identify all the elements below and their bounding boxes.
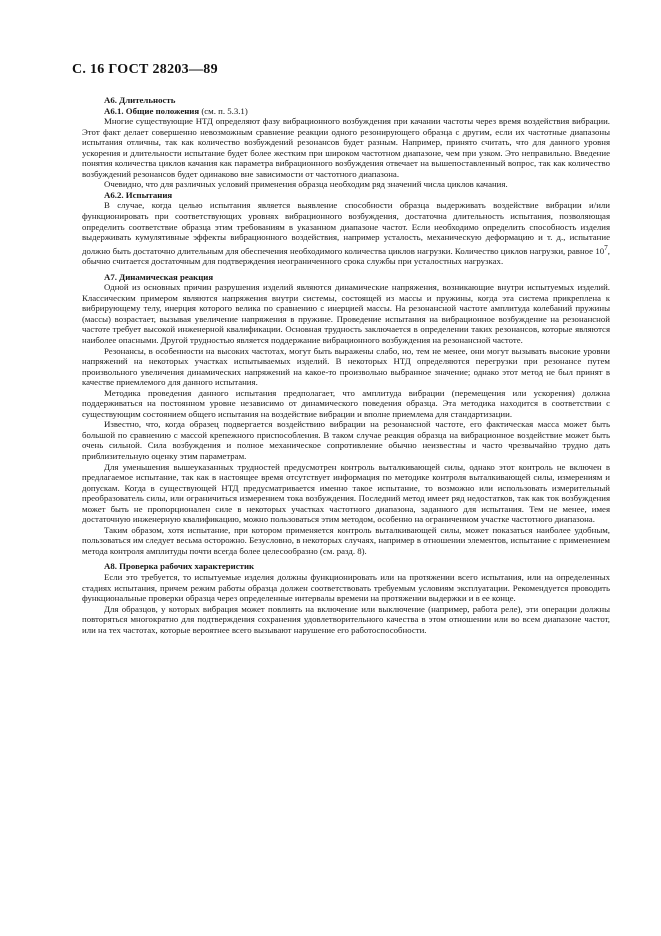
section-a8-title: А8. Проверка рабочих характеристик — [104, 561, 255, 572]
exponent: 7 — [604, 242, 608, 252]
paragraph-text: В случае, когда целью испытания является выявление способности образца выдерживать воздействие вибрации и/или функционировать при соответствующих уровнях вибрационного возбуждения, достаточна длительность испытания, позволяющая определить соответствие образца этим требованиям в указанном диапазоне частот. Если необходимо определить способность изделия выдерживать кумулятивные эффекты вибрационного воздействия, например усталость, механическую деформацию и т. д., испытание должно быть достаточно длительным для обеспечения необходимого количества циклов нагрузки. Количество циклов нагрузки, равное 10 — [82, 200, 610, 256]
section-a6-2-title: А6.2. Испытания — [104, 189, 173, 200]
paragraph: Известно, что, когда образец подвергается воздействию вибрации на резонансной частоте, его фактическая масса может быть большой по сравнению с массой крепежного приспособления. В таком случае реакция образца на вибрационное воздействие может быть очень сильной. Сила возбуждения и полное механическое сопротивление обычно неизвестны и часто чрезвычайно трудно дать приблизительную оценку этим параметрам. — [82, 419, 610, 461]
section-a6-title: А6. Длительность — [104, 95, 176, 105]
paragraph: Одной из основных причин разрушения изделий являются динамические напряжения, возникающие внутри испытуемых изделий. Классическим примером являются напряжения внутри системы, состоящей из массы и пружины, когда эта система прикреплена к вибрирующему телу, инерция которого велика по сравнению с инерцией массы. На резонансной частоте амплитуда колебаний пружины (массы) возрастает, вызывая увеличение напряжения в пружине. Проведение испытания на вибрационное возбуждение на резонансной частоте требует высокой инженерной квалификации. Основная трудность заключается в определении таких резонансов, которые являются наиболее опасными. Другой трудностью является поддержание вибрационного возбуждения на резонансной частоте. — [82, 282, 610, 345]
section-a6-1-title: А6.1. Общие положения — [104, 105, 200, 116]
paragraph: Резонансы, в особенности на высоких частотах, могут быть выражены слабо, но, тем не менее, они могут вызывать высокие уровни напряжений на некоторых участках испытываемых изделий. В некоторых НТД определяются перегрузки при резонансе путем произвольного увеличения динамических напряжений на какое-то произвольно выбранное значение; однако этот метод не был принят в качестве приемлемого для данного испытания. — [82, 345, 610, 388]
paragraph: Для уменьшения вышеуказанных трудностей предусмотрен контроль выталкивающей силы, однако этот контроль не включен в предлагаемое испытание, так как в настоящее время отсутствует информация по методике контроля выталкивающей силы, измерениям и допускам. Когда в существующей НТД предусматривается именно такое испытание, то возможно или использовать измерительный преобразователь силы, или ограничиться измерением тока возбуждения. Последний метод имеет ряд недостатков, так как ток возбуждения может быть не пропорционален силе в некоторых участках частотного диапазона, заданного для испытания. Тем не менее, имея достаточную инженерную квалификацию, можно пользоваться этим методом, особенно на ограниченном участке частотного диапазона. — [82, 461, 610, 525]
section-a6-1-ref: (см. п. 5.3.1) — [199, 105, 248, 116]
paragraph-text: , обычно считается достаточным для подтверждения неограниченного срока службы при усталостных нагрузках. — [82, 245, 610, 267]
paragraph: Методика проведения данного испытания предполагает, что амплитуда вибрации (перемещения или ускорения) должна поддерживаться на постоянном уровне независимо от динамического поведения образца. Эта методика находится в соответствии с существующим состоянием общего испытания на воздействие вибрации и вполне приемлема для стандартизации. — [82, 387, 610, 419]
page-header: С. 16 ГОСТ 28203—89 — [72, 62, 218, 77]
paragraph — [82, 200, 610, 266]
paragraph: Для образцов, у которых вибрация может повлиять на включение или выключение (например, работа реле), эти операции должны повторяться многократно для подтверждения сохранения удовлетворительного качества в этом отношении или во всем диапазоне частот, или на тех частотах, которые вероятнее всего вызывают нарушение его работоспособности. — [82, 603, 610, 635]
document-body — [82, 95, 610, 635]
paragraph: Многие существующие НТД определяют фазу вибрационного возбуждения при качании частоты через время воздействия вибрации. Этот факт делает совершенно невозможным сравнение реакции одного резонирующего образца с другим, если их частотные диапазоны испытания отличны, так как количество возбуждений резонансов будет разным. Например, принято считать, что для данного уровня ускорения и длительности испытание будет более жестким при широком частотном диапазоне, чем при узком. Это неправильно. Введение понятия количества циклов качания как параметра вибрационного возбуждения отвечает на вышепоставленный вопрос, так как количество возбуждений резонансов будет одинаково вне зависимости от частотного диапазона. — [82, 116, 610, 179]
section-a6-1-heading — [82, 106, 610, 117]
paragraph: Если это требуется, то испытуемые изделия должны функционировать или на протяжении всего испытания, или на определенных стадиях испытания, причем режим работы образца должен соответствовать требуемым условиям эксплуатации. Рекомендуется проводить функциональные проверки образца через определенные интервалы времени на протяжении выдержки и в ее конце. — [82, 571, 610, 604]
paragraph: Таким образом, хотя испытание, при котором применяется контроль выталкивающей силы, может показаться наиболее удобным, пользоваться им следует весьма осторожно. Безусловно, в некоторых случаях, например в отношении элементов, испытание с применением метода контроля амплитуды почти всегда более целесообразно (см. разд. 8). — [82, 524, 610, 556]
paragraph: Очевидно, что для различных условий применения образца необходим ряд значений числа циклов качания. — [104, 179, 508, 190]
section-a7-title: А7. Динамическая реакция — [104, 271, 214, 282]
